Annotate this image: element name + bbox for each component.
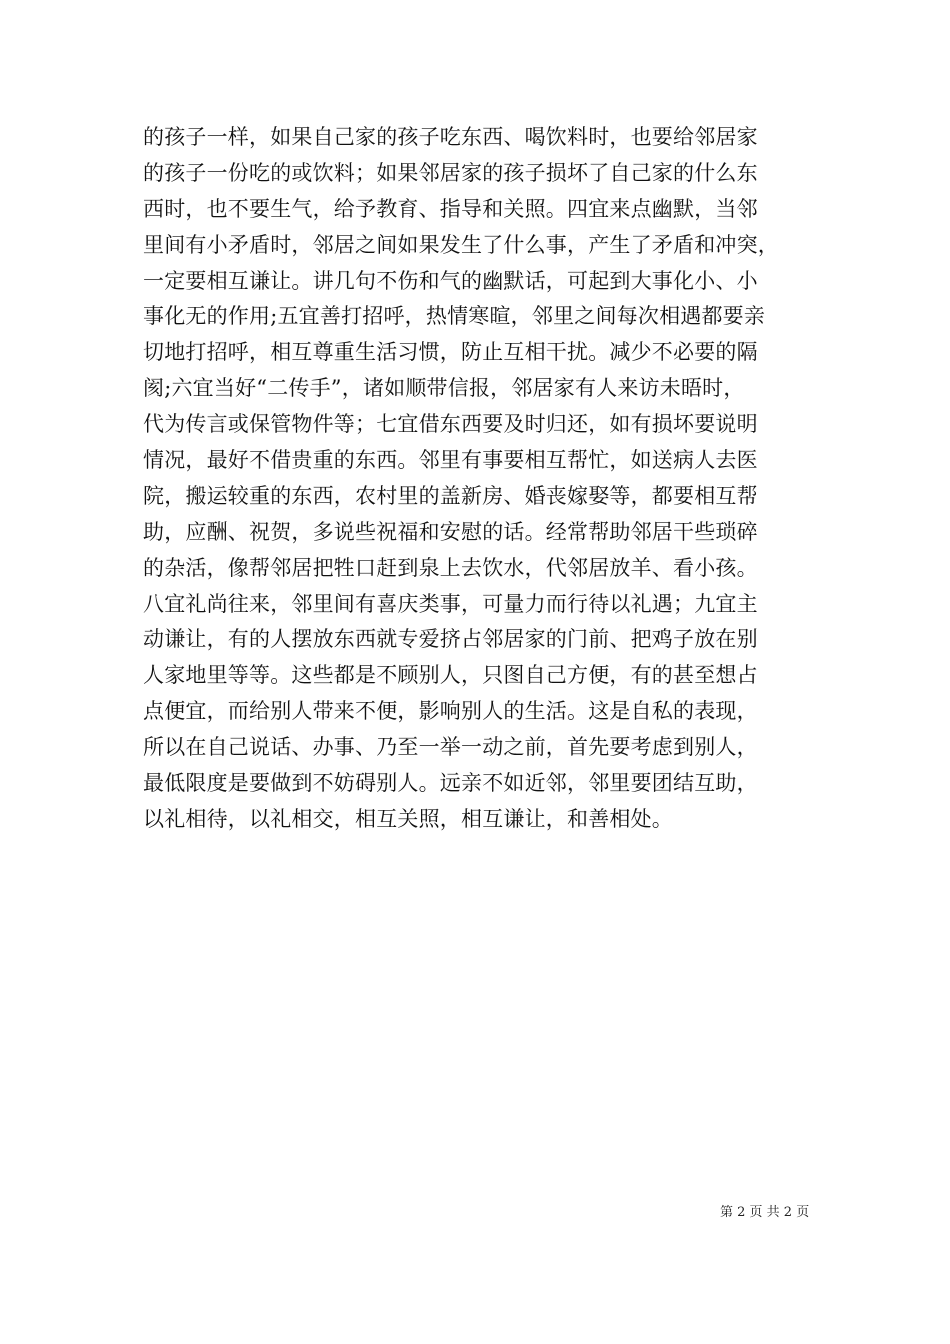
text-line: 的杂活，像帮邻居把牲口赶到泉上去饮水，代邻居放羊、看小孩。 (143, 555, 758, 580)
text-line: 的孩子一份吃的或饮料；如果邻居家的孩子损坏了自己家的什么东 (143, 160, 758, 185)
text-line: 动谦让，有的人摆放东西就专爱挤占邻居家的门前、把鸡子放在别 (143, 627, 758, 652)
text-line: 人家地里等等。这些都是不顾别人，只图自己方便，有的甚至想占 (143, 663, 758, 688)
text-line: 的孩子一样，如果自己家的孩子吃东西、喝饮料时，也要给邻居家 (143, 125, 758, 149)
text-line: 点便宜，而给别人带来不便，影响别人的生活。这是自私的表现， (143, 699, 758, 724)
text-line: 一定要相互谦让。讲几句不伤和气的幽默话，可起到大事化小、小 (143, 268, 758, 293)
text-line: 里间有小矛盾时，邻居之间如果发生了什么事，产生了矛盾和冲突， (143, 232, 779, 257)
text-line: 西时，也不要生气，给予教育、指导和关照。四宜来点幽默，当邻 (143, 196, 758, 221)
text-line: 切地打招呼，相互尊重生活习惯，防止互相干扰。减少不必要的隔 (143, 340, 758, 365)
text-line: 以礼相待，以礼相交，相互关照，相互谦让，和善相处。 (143, 806, 673, 831)
text-line: 情况，最好不借贵重的东西。邻里有事要相互帮忙，如送病人去医 (143, 448, 758, 473)
page-number-footer: 第 2 页 共 2 页 (720, 1205, 810, 1220)
text-line: 阂;六宜当好“二传手”，诸如顺带信报，邻居家有人来访未晤时， (143, 376, 745, 401)
text-line: 所以在自己说话、办事、乃至一举一动之前，首先要考虑到别人， (143, 735, 758, 760)
text-line: 事化无的作用;五宜善打招呼，热情寒暄，邻里之间每次相遇都要亲 (143, 304, 766, 329)
body-text (143, 120, 833, 838)
text-line: 助，应酬、祝贺，多说些祝福和安慰的话。经常帮助邻居干些琐碎 (143, 519, 758, 544)
text-line: 代为传言或保管物件等；七宜借东西要及时归还，如有损坏要说明 (143, 412, 758, 437)
text-line: 最低限度是要做到不妨碍别人。远亲不如近邻，邻里要团结互助， (143, 771, 758, 796)
text-line: 院，搬运较重的东西，农村里的盖新房、婚丧嫁娶等，都要相互帮 (143, 483, 758, 508)
text-line: 八宜礼尚往来，邻里间有喜庆类事，可量力而行待以礼遇；九宜主 (143, 591, 758, 616)
